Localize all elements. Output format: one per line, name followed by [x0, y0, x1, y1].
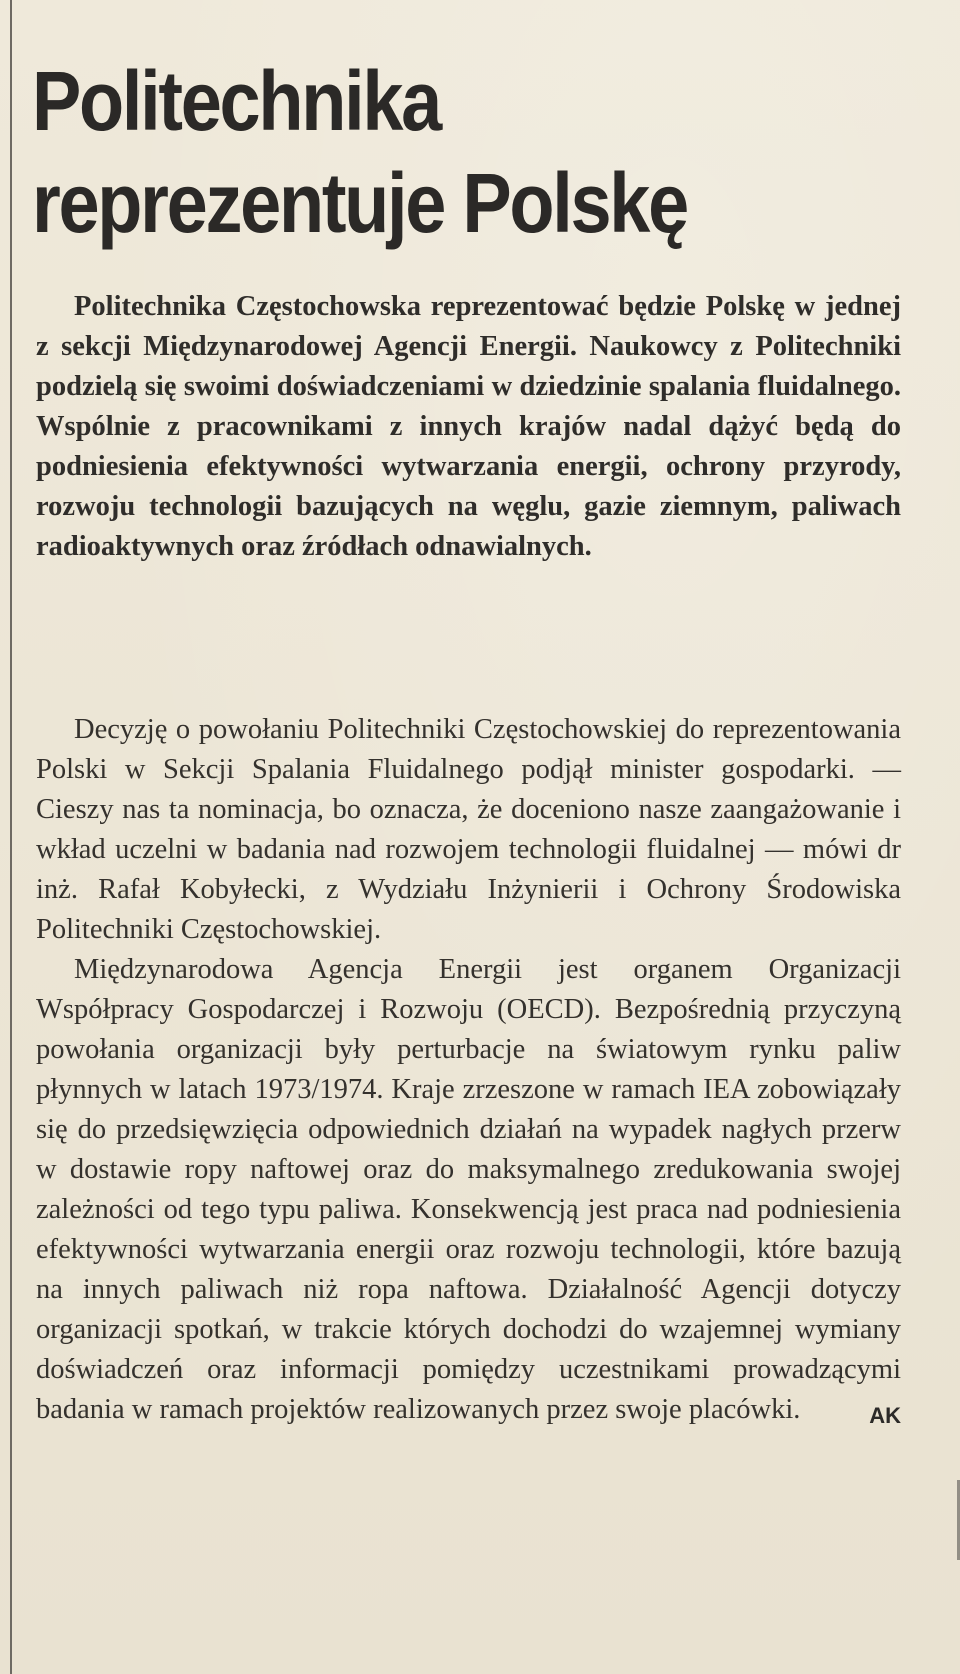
column-divider: [10, 0, 12, 1674]
body-paragraph-1: Decyzję o powołaniu Politechniki Częstochowskiej do reprezentowania Polski w Sekcji Spalania Fluidalnego podjął minister gospodarki. — Cieszy nas ta nominacja, bo oznacza, że doceniono nasze zaangażowanie i wkład uczelni w badania nad rozwojem technologii fluidalnej — mówi dr inż. Rafał Kobyłecki, z Wydziału Inżynierii i Ochrony Środowiska Politechniki Częstochowskiej.: [36, 714, 901, 945]
body-paragraph-2-text: Międzynarodowa Agencja Energii jest organem Organizacji Współpracy Gospodarczej i Rozwoju (OECD). Bezpośrednią przyczyną powołania organizacji były perturbacje na światowym rynku paliw płynnych w latach 1973/1974. Kraje zrzeszone w ramach IEA zobowiązały się do przedsięwzięcia odpowiednich działań na wypadek nagłych przerw w dostawie ropy naftowej oraz do maksymalnego zredukowania swojej zależności od tego typu paliwa. Konsekwencją jest praca nad podniesienia efektywności wytwarzania energii oraz rozwoju technologii, które bazują na innych paliwach niż ropa naftowa. Działalność Agencji dotyczy organizacji spotkań, w trakcie których dochodzi do wzajemnej wymiany doświadczeń oraz informacji pomiędzy uczestnikami prowadzącymi badania w ramach projektów realizowanych przez swoje placówki.: [36, 954, 901, 1425]
body-paragraph-2: [36, 950, 901, 1430]
article-headline: [32, 50, 824, 254]
author-signature: AK: [869, 1403, 901, 1428]
article-lead: Politechnika Częstochowska reprezentować będzie Polskę w jednej z sekcji Międzynarodowej Agencji Energii. Naukowcy z Politechniki podzielą się swoimi doświadczeniami w dziedzinie spalania fluidalnego. Wspólnie z pracownikami z innych krajów nadal dążyć będą do podniesienia efektywności wytwarzania energii, ochrony przyrody, rozwoju technologii bazujących na węglu, gazie ziemnym, paliwach radioaktywnych oraz źródłach odnawialnych.: [36, 291, 901, 562]
article-body: [36, 710, 901, 1436]
headline-line-2: reprezentuje Polskę: [32, 156, 687, 250]
headline-line-1: Politechnika: [32, 54, 440, 148]
